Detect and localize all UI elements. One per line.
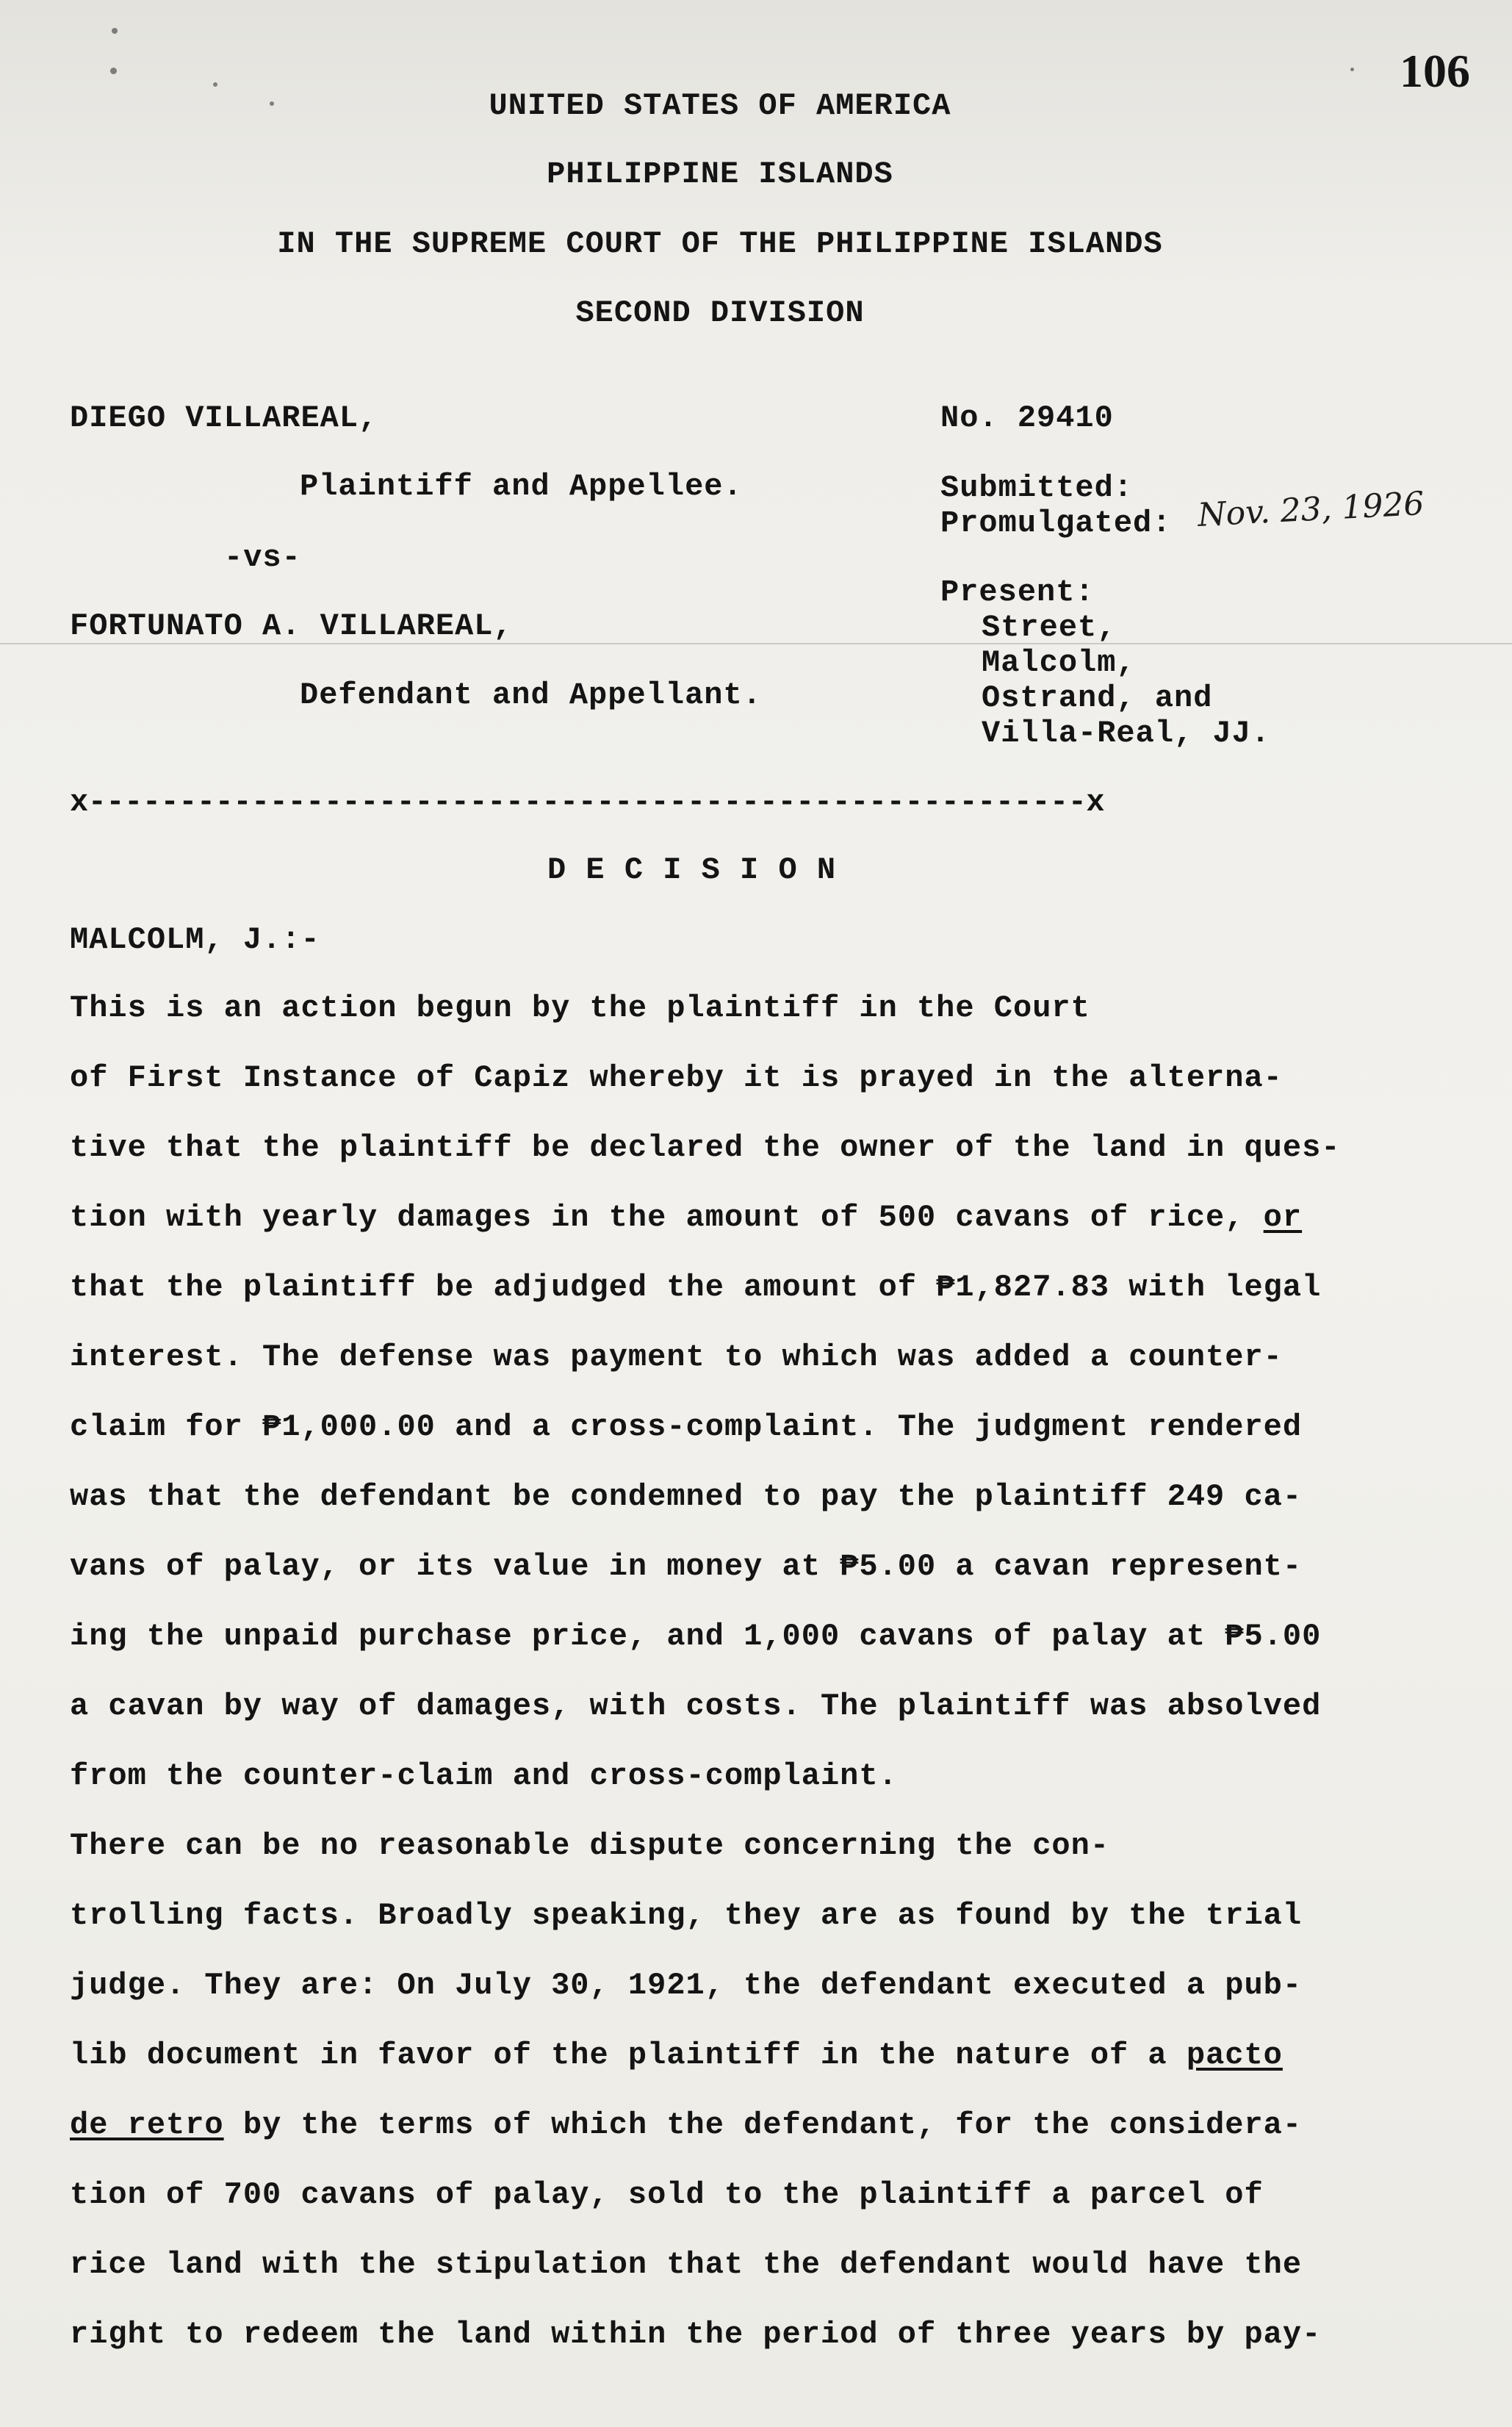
plaintiff-name: DIEGO VILLAREAL, xyxy=(70,400,378,436)
paragraph-line: interest. The defense was payment to which was added a counter- xyxy=(70,1340,1283,1375)
defendant-name: FORTUNATO A. VILLAREAL, xyxy=(70,608,513,644)
heading-islands: PHILIPPINE ISLANDS xyxy=(547,157,893,192)
paragraph-line: was that the defendant be condemned to pay the plaintiff 249 ca- xyxy=(70,1479,1303,1514)
paragraph-line xyxy=(70,2107,1302,2143)
paragraph-line: There can be no reasonable dispute concerning the con- xyxy=(70,1828,1110,1863)
justice-villa-real: Villa-Real, JJ. xyxy=(982,716,1271,751)
underlined-de-retro: de retro xyxy=(70,2107,224,2143)
paragraph-line: from the counter-claim and cross-complaint. xyxy=(70,1758,898,1794)
submitted-label: Submitted: xyxy=(940,470,1134,506)
paragraph-line: a cavan by way of damages, with costs. The plaintiff was absolved xyxy=(70,1689,1322,1724)
paragraph-line: tive that the plaintiff be declared the owner of the land in ques- xyxy=(70,1130,1341,1165)
paragraph-text: lib document in favor of the plaintiff in the nature of a xyxy=(70,2038,1167,2073)
paragraph-text: by the terms of which the defendant, for the considera- xyxy=(242,2107,1303,2143)
underlined-pacto: pacto xyxy=(1186,2038,1283,2073)
paragraph-line: judge. They are: On July 30, 1921, the defendant executed a pub- xyxy=(70,1968,1303,2003)
paragraph-line: of First Instance of Capiz whereby it is prayed in the alterna- xyxy=(70,1060,1283,1096)
promulgated-date-handwritten: Nov. 23, 1926 xyxy=(1196,484,1425,535)
heading-division: SECOND DIVISION xyxy=(575,295,865,331)
heading-country: UNITED STATES OF AMERICA xyxy=(489,88,951,123)
page-fold-line xyxy=(0,643,1512,644)
decision-title: D E C I S I O N xyxy=(547,852,837,888)
plaintiff-role: Plaintiff and Appellee. xyxy=(300,469,743,504)
paragraph-line: that the plaintiff be adjudged the amount of ₱1,827.83 with legal xyxy=(70,1270,1322,1305)
ink-speck xyxy=(1350,68,1354,71)
paragraph-line: vans of palay, or its value in money at ₱5.00 a cavan represent- xyxy=(70,1549,1303,1584)
justice-ostrand: Ostrand, and xyxy=(982,680,1213,716)
author-line: MALCOLM, J.:- xyxy=(70,922,320,957)
underlined-or: or xyxy=(1263,1200,1303,1235)
paragraph-line xyxy=(70,2038,1283,2073)
separator-line: x-------------------------------------------------------x xyxy=(70,785,1105,820)
justice-malcolm: Malcolm, xyxy=(982,645,1136,680)
versus-text: -vs- xyxy=(224,540,301,575)
defendant-role: Defendant and Appellant. xyxy=(300,677,762,713)
ink-speck xyxy=(112,28,118,34)
paragraph-line: rice land with the stipulation that the defendant would have the xyxy=(70,2247,1303,2282)
ink-speck xyxy=(213,82,217,87)
present-label: Present: xyxy=(940,575,1095,610)
promulgated-label: Promulgated: xyxy=(940,506,1172,541)
paragraph-line: right to redeem the land within the period of three years by pay- xyxy=(70,2317,1322,2352)
paragraph-line: claim for ₱1,000.00 and a cross-complaint. The judgment rendered xyxy=(70,1409,1303,1445)
paragraph-line: tion of 700 cavans of palay, sold to the plaintiff a parcel of xyxy=(70,2177,1264,2212)
ink-speck xyxy=(110,68,117,74)
paragraph-line xyxy=(70,1200,1302,1235)
paragraph-line: This is an action begun by the plaintiff in the Court xyxy=(70,990,1090,1026)
heading-court: IN THE SUPREME COURT OF THE PHILIPPINE ISLANDS xyxy=(277,226,1163,262)
paragraph-line: ing the unpaid purchase price, and 1,000 cavans of palay at ₱5.00 xyxy=(70,1619,1322,1654)
page-number: 106 xyxy=(1400,45,1470,97)
paragraph-line: trolling facts. Broadly speaking, they are as found by the trial xyxy=(70,1898,1303,1933)
case-number: No. 29410 xyxy=(940,400,1114,436)
paragraph-text: tion with yearly damages in the amount of 500 cavans of rice, xyxy=(70,1200,1245,1235)
justice-street: Street, xyxy=(982,610,1117,645)
